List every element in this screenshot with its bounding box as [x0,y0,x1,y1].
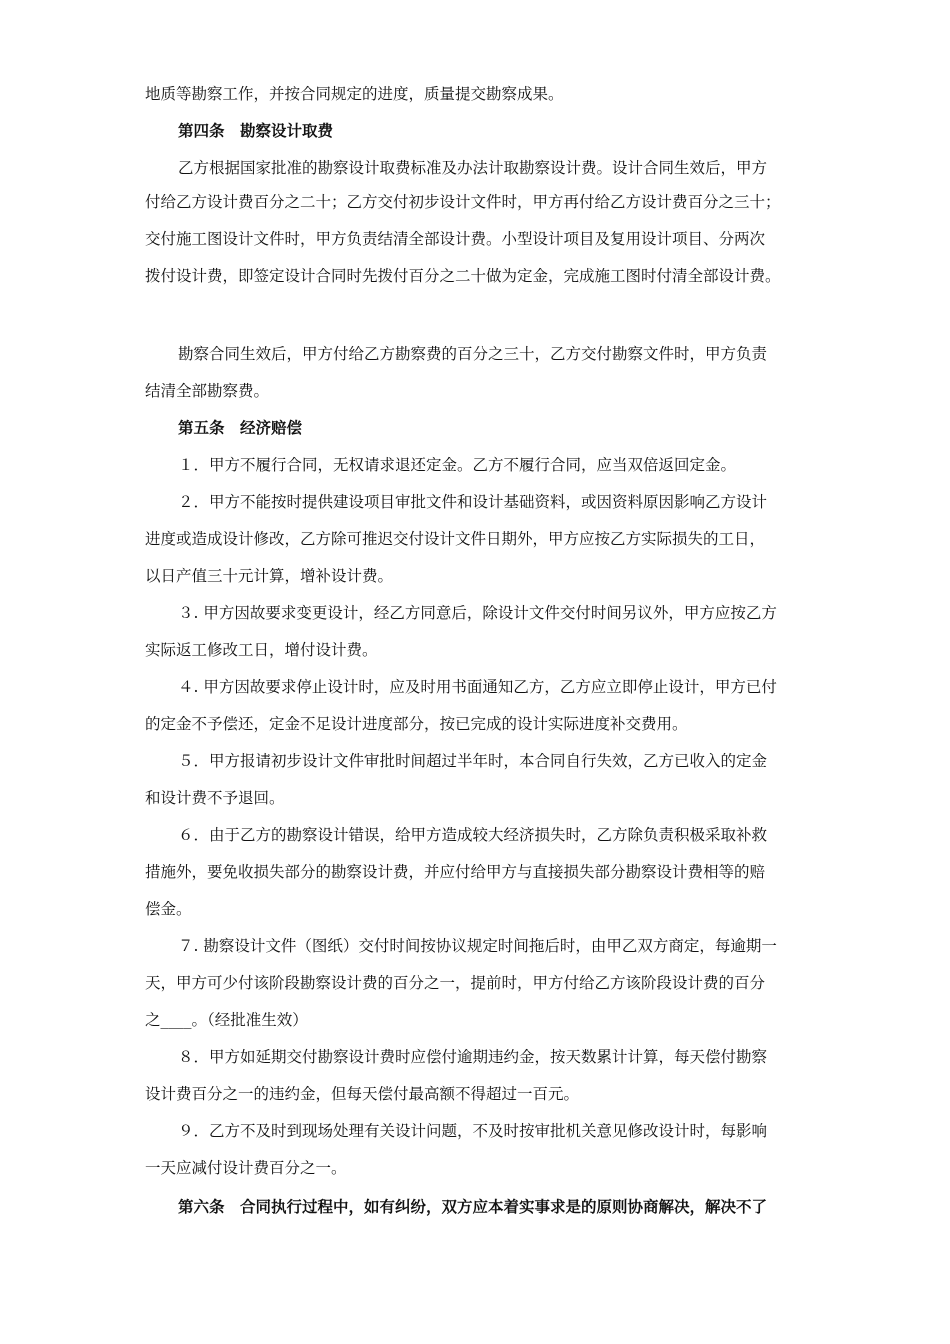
text-line: 设计费百分之一的违约金，但每天偿付最高额不得超过一百元。 [145,1085,580,1103]
text-line: 付给乙方设计费百分之二十；乙方交付初步设计文件时，甲方再付给乙方设计费百分之三十； [145,193,781,211]
text-line: 天，甲方可少付该阶段勘察设计费的百分之一，提前时，甲方付给乙方该阶段设计费的百分 [145,974,766,992]
article-4-heading: 第四条 勘察设计取费 [178,121,334,140]
text-line: 地质等勘察工作，并按合同规定的进度，质量提交勘察成果。 [145,85,564,103]
text-line: 结清全部勘察费。 [145,382,270,400]
text-line: ６．由于乙方的勘察设计错误，给甲方造成较大经济损失时，乙方除负责积极采取补救 [178,826,768,844]
text-line: 措施外，要免收损失部分的勘察设计费，并应付给甲方与直接损失部分勘察设计费相等的赔 [145,863,766,881]
text-line: １．甲方不履行合同，无权请求退还定金。乙方不履行合同，应当双倍返回定金。 [178,456,737,474]
text-line: 和设计费不予退回。 [145,789,285,807]
text-line: 以日产值三十元计算，增补设计费。 [145,567,394,585]
text-line: 乙方根据国家批准的勘察设计取费标准及办法计取勘察设计费。设计合同生效后，甲方 [178,159,768,177]
text-line: ９．乙方不及时到现场处理有关设计问题，不及时按审批机关意见修改设计时，每影响 [178,1122,768,1140]
text-line: 偿金。 [145,900,192,918]
text-line: 交付施工图设计文件时，甲方负责结清全部设计费。小型设计项目及复用设计项目、分两次 [145,230,766,248]
article-5-heading: 第五条 经济赔偿 [178,418,303,437]
text-line: 的定金不予偿还，定金不足设计进度部分，按已完成的设计实际进度补交费用。 [145,715,688,733]
text-line: 进度或造成设计修改，乙方除可推迟交付设计文件日期外，甲方应按乙方实际损失的工日， [145,530,766,548]
text-line: 一天应减付设计费百分之一。 [145,1159,347,1177]
text-line: 实际返工修改工日，增付设计费。 [145,641,378,659]
text-line: ２．甲方不能按时提供建设项目审批文件和设计基础资料，或因资料原因影响乙方设计 [178,493,768,511]
text-line: 之____。（经批准生效） [145,1011,308,1029]
text-line: 勘察合同生效后，甲方付给乙方勘察费的百分之三十，乙方交付勘察文件时，甲方负责 [178,345,768,363]
text-line: ５．甲方报请初步设计文件审批时间超过半年时，本合同自行失效，乙方已收入的定金 [178,752,768,770]
text-line: ８．甲方如延期交付勘察设计费时应偿付逾期违约金，按天数累计计算，每天偿付勘察 [178,1048,768,1066]
text-line: ７. 勘察设计文件（图纸）交付时间按协议规定时间拖后时，由甲乙双方商定，每逾期一 [178,937,777,955]
article-6-heading: 第六条 合同执行过程中，如有纠纷，双方应本着实事求是的原则协商解决，解决不了 [178,1197,768,1216]
text-line: ４. 甲方因故要求停止设计时，应及时用书面通知乙方，乙方应立即停止设计，甲方已付 [178,678,777,696]
text-line: 拨付设计费，即签定设计合同时先拨付百分之二十做为定金，完成施工图时付清全部设计费。 [145,267,781,285]
text-line: ３. 甲方因故要求变更设计，经乙方同意后，除设计文件交付时间另议外，甲方应按乙方 [178,604,777,622]
